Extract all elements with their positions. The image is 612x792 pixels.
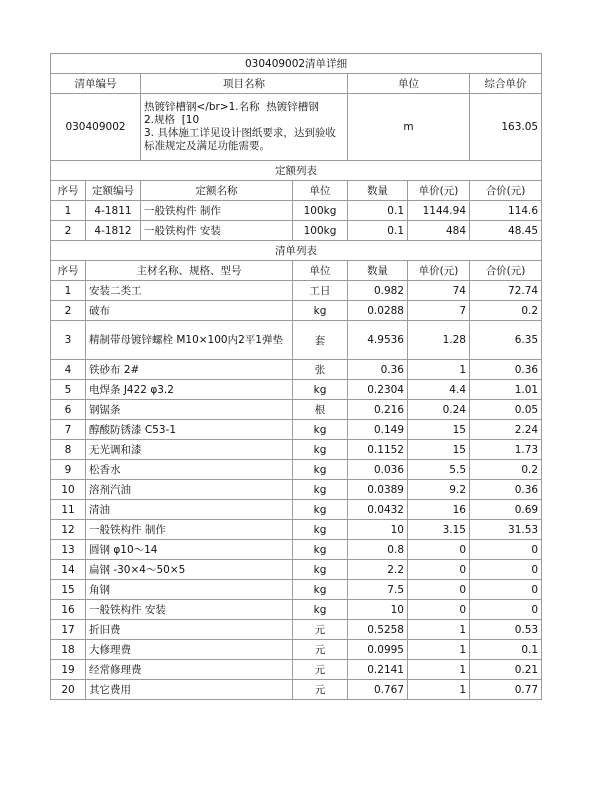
material-row xyxy=(51,301,542,321)
quota-row xyxy=(51,221,542,241)
material-name: 清油 xyxy=(86,500,293,520)
material-total: 0.36 xyxy=(470,360,542,380)
material-no: 5 xyxy=(51,380,86,400)
material-row xyxy=(51,420,542,440)
material-total: 0.2 xyxy=(470,301,542,321)
material-total: 0 xyxy=(470,600,542,620)
quota-col-code: 定额编号 xyxy=(86,181,141,201)
material-no: 4 xyxy=(51,360,86,380)
quota-total: 114.6 xyxy=(470,201,542,221)
material-qty: 0.149 xyxy=(348,420,408,440)
material-qty: 0.2141 xyxy=(348,660,408,680)
material-row xyxy=(51,620,542,640)
material-price: 3.15 xyxy=(408,520,470,540)
material-row xyxy=(51,540,542,560)
material-no: 2 xyxy=(51,301,86,321)
quota-code: 4-1812 xyxy=(86,221,141,241)
material-no: 11 xyxy=(51,500,86,520)
material-qty: 4.9536 xyxy=(348,321,408,360)
material-unit: kg xyxy=(293,580,348,600)
material-no: 19 xyxy=(51,660,86,680)
material-price: 74 xyxy=(408,281,470,301)
item-header-row xyxy=(51,74,542,94)
material-row xyxy=(51,560,542,580)
material-row xyxy=(51,680,542,700)
material-name: 安装二类工 xyxy=(86,281,293,301)
material-section-title: 清单列表 xyxy=(51,241,542,261)
material-row xyxy=(51,400,542,420)
material-col-no: 序号 xyxy=(51,261,86,281)
material-unit: 元 xyxy=(293,620,348,640)
material-qty: 0.36 xyxy=(348,360,408,380)
material-qty: 0.0432 xyxy=(348,500,408,520)
material-total: 31.53 xyxy=(470,520,542,540)
material-price: 1.28 xyxy=(408,321,470,360)
item-unit: m xyxy=(348,94,470,161)
material-total: 1.73 xyxy=(470,440,542,460)
material-price: 1 xyxy=(408,640,470,660)
material-rows xyxy=(51,281,542,700)
quota-col-name: 定额名称 xyxy=(141,181,293,201)
material-qty: 0.0288 xyxy=(348,301,408,321)
material-row xyxy=(51,360,542,380)
material-total: 72.74 xyxy=(470,281,542,301)
material-price: 7 xyxy=(408,301,470,321)
material-qty: 0.8 xyxy=(348,540,408,560)
material-unit: kg xyxy=(293,540,348,560)
material-unit: kg xyxy=(293,520,348,540)
material-row xyxy=(51,321,542,360)
material-name: 钢锯条 xyxy=(86,400,293,420)
material-price: 9.2 xyxy=(408,480,470,500)
bill-detail-table xyxy=(50,53,542,700)
material-total: 6.35 xyxy=(470,321,542,360)
material-qty: 0.0389 xyxy=(348,480,408,500)
material-unit: kg xyxy=(293,380,348,400)
quota-price: 1144.94 xyxy=(408,201,470,221)
code-header: 清单编号 xyxy=(51,74,141,94)
quota-section-title: 定额列表 xyxy=(51,161,542,181)
material-name: 一般铁构件 制作 xyxy=(86,520,293,540)
item-price: 163.05 xyxy=(470,94,542,161)
material-name: 溶剂汽油 xyxy=(86,480,293,500)
material-name: 精制带母镀锌螺栓 M10×100内2平1弹垫 xyxy=(86,321,293,360)
material-qty: 10 xyxy=(348,520,408,540)
item-name: 热镀锌槽钢</br>1.名称 热镀锌槽钢 2.规格 [10 3. 具体施工详见设计图纸要求，达到验收标准规定及满足功能需要。 xyxy=(141,94,348,161)
material-col-total: 合价(元) xyxy=(470,261,542,281)
material-name: 扁钢 -30×4～50×5 xyxy=(86,560,293,580)
material-total: 0 xyxy=(470,580,542,600)
material-total: 0.77 xyxy=(470,680,542,700)
material-price: 0.24 xyxy=(408,400,470,420)
quota-name: 一般铁构件 安装 xyxy=(141,221,293,241)
material-unit: 套 xyxy=(293,321,348,360)
material-qty: 0.767 xyxy=(348,680,408,700)
quota-col-unit: 单位 xyxy=(293,181,348,201)
material-price: 0 xyxy=(408,600,470,620)
material-row xyxy=(51,460,542,480)
material-col-qty: 数量 xyxy=(348,261,408,281)
material-unit: 元 xyxy=(293,680,348,700)
material-row xyxy=(51,660,542,680)
material-no: 6 xyxy=(51,400,86,420)
quota-header-row xyxy=(51,181,542,201)
material-total: 0.05 xyxy=(470,400,542,420)
material-price: 0 xyxy=(408,540,470,560)
material-row xyxy=(51,440,542,460)
material-section-title-row xyxy=(51,241,542,261)
material-row xyxy=(51,580,542,600)
material-unit: 元 xyxy=(293,640,348,660)
material-col-price: 单价(元) xyxy=(408,261,470,281)
material-row xyxy=(51,380,542,400)
material-no: 8 xyxy=(51,440,86,460)
material-name: 经常修理费 xyxy=(86,660,293,680)
title-row xyxy=(51,54,542,74)
sheet-title: 030409002清单详细 xyxy=(51,54,542,74)
material-price: 1 xyxy=(408,680,470,700)
material-unit: kg xyxy=(293,600,348,620)
material-unit: kg xyxy=(293,480,348,500)
material-col-name: 主材名称、规格、型号 xyxy=(86,261,293,281)
material-no: 12 xyxy=(51,520,86,540)
material-price: 4.4 xyxy=(408,380,470,400)
material-qty: 0.216 xyxy=(348,400,408,420)
quota-code: 4-1811 xyxy=(86,201,141,221)
material-no: 3 xyxy=(51,321,86,360)
quota-qty: 0.1 xyxy=(348,221,408,241)
material-no: 10 xyxy=(51,480,86,500)
material-qty: 0.036 xyxy=(348,460,408,480)
quota-unit: 100kg xyxy=(293,201,348,221)
material-name: 破布 xyxy=(86,301,293,321)
material-unit: 张 xyxy=(293,360,348,380)
material-name: 角钢 xyxy=(86,580,293,600)
material-qty: 0.2304 xyxy=(348,380,408,400)
material-unit: kg xyxy=(293,440,348,460)
name-header: 项目名称 xyxy=(141,74,348,94)
material-qty: 0.5258 xyxy=(348,620,408,640)
material-price: 15 xyxy=(408,440,470,460)
quota-no: 1 xyxy=(51,201,86,221)
material-price: 0 xyxy=(408,580,470,600)
material-total: 0 xyxy=(470,560,542,580)
material-price: 1 xyxy=(408,620,470,640)
material-total: 0.2 xyxy=(470,460,542,480)
material-price: 5.5 xyxy=(408,460,470,480)
material-name: 圆钢 φ10～14 xyxy=(86,540,293,560)
material-qty: 0.982 xyxy=(348,281,408,301)
material-unit: 工日 xyxy=(293,281,348,301)
material-unit: kg xyxy=(293,500,348,520)
material-total: 2.24 xyxy=(470,420,542,440)
material-name: 铁砂布 2# xyxy=(86,360,293,380)
material-row xyxy=(51,600,542,620)
material-qty: 2.2 xyxy=(348,560,408,580)
quota-no: 2 xyxy=(51,221,86,241)
material-price: 16 xyxy=(408,500,470,520)
item-row xyxy=(51,94,542,161)
quota-col-price: 单价(元) xyxy=(408,181,470,201)
material-qty: 10 xyxy=(348,600,408,620)
material-unit: kg xyxy=(293,420,348,440)
material-unit: kg xyxy=(293,560,348,580)
material-qty: 0.0995 xyxy=(348,640,408,660)
quota-name: 一般铁构件 制作 xyxy=(141,201,293,221)
material-unit: 根 xyxy=(293,400,348,420)
material-total: 0.1 xyxy=(470,640,542,660)
material-price: 1 xyxy=(408,660,470,680)
material-qty: 7.5 xyxy=(348,580,408,600)
quota-col-qty: 数量 xyxy=(348,181,408,201)
material-unit: kg xyxy=(293,460,348,480)
material-name: 无光调和漆 xyxy=(86,440,293,460)
material-row xyxy=(51,480,542,500)
material-no: 13 xyxy=(51,540,86,560)
material-name: 折旧费 xyxy=(86,620,293,640)
material-row xyxy=(51,640,542,660)
material-col-unit: 单位 xyxy=(293,261,348,281)
material-no: 9 xyxy=(51,460,86,480)
material-total: 0.21 xyxy=(470,660,542,680)
material-row xyxy=(51,500,542,520)
material-price: 1 xyxy=(408,360,470,380)
unit-header: 单位 xyxy=(348,74,470,94)
material-name: 电焊条 J422 φ3.2 xyxy=(86,380,293,400)
material-total: 0.69 xyxy=(470,500,542,520)
quota-section-title-row xyxy=(51,161,542,181)
material-row xyxy=(51,281,542,301)
material-unit: kg xyxy=(293,301,348,321)
material-name: 松香水 xyxy=(86,460,293,480)
material-no: 18 xyxy=(51,640,86,660)
material-header-row xyxy=(51,261,542,281)
material-total: 0.53 xyxy=(470,620,542,640)
material-name: 其它费用 xyxy=(86,680,293,700)
material-no: 7 xyxy=(51,420,86,440)
item-code: 030409002 xyxy=(51,94,141,161)
material-price: 15 xyxy=(408,420,470,440)
price-header: 综合单价 xyxy=(470,74,542,94)
material-unit: 元 xyxy=(293,660,348,680)
material-no: 17 xyxy=(51,620,86,640)
material-no: 14 xyxy=(51,560,86,580)
quota-price: 484 xyxy=(408,221,470,241)
quota-qty: 0.1 xyxy=(348,201,408,221)
material-name: 醇酸防锈漆 C53-1 xyxy=(86,420,293,440)
material-name: 一般铁构件 安装 xyxy=(86,600,293,620)
material-total: 0.36 xyxy=(470,480,542,500)
quota-row xyxy=(51,201,542,221)
quota-unit: 100kg xyxy=(293,221,348,241)
material-row xyxy=(51,520,542,540)
material-total: 1.01 xyxy=(470,380,542,400)
material-qty: 0.1152 xyxy=(348,440,408,460)
quota-col-total: 合价(元) xyxy=(470,181,542,201)
quota-total: 48.45 xyxy=(470,221,542,241)
quota-col-no: 序号 xyxy=(51,181,86,201)
material-name: 大修理费 xyxy=(86,640,293,660)
material-price: 0 xyxy=(408,560,470,580)
material-no: 16 xyxy=(51,600,86,620)
material-no: 15 xyxy=(51,580,86,600)
material-no: 20 xyxy=(51,680,86,700)
material-no: 1 xyxy=(51,281,86,301)
material-total: 0 xyxy=(470,540,542,560)
